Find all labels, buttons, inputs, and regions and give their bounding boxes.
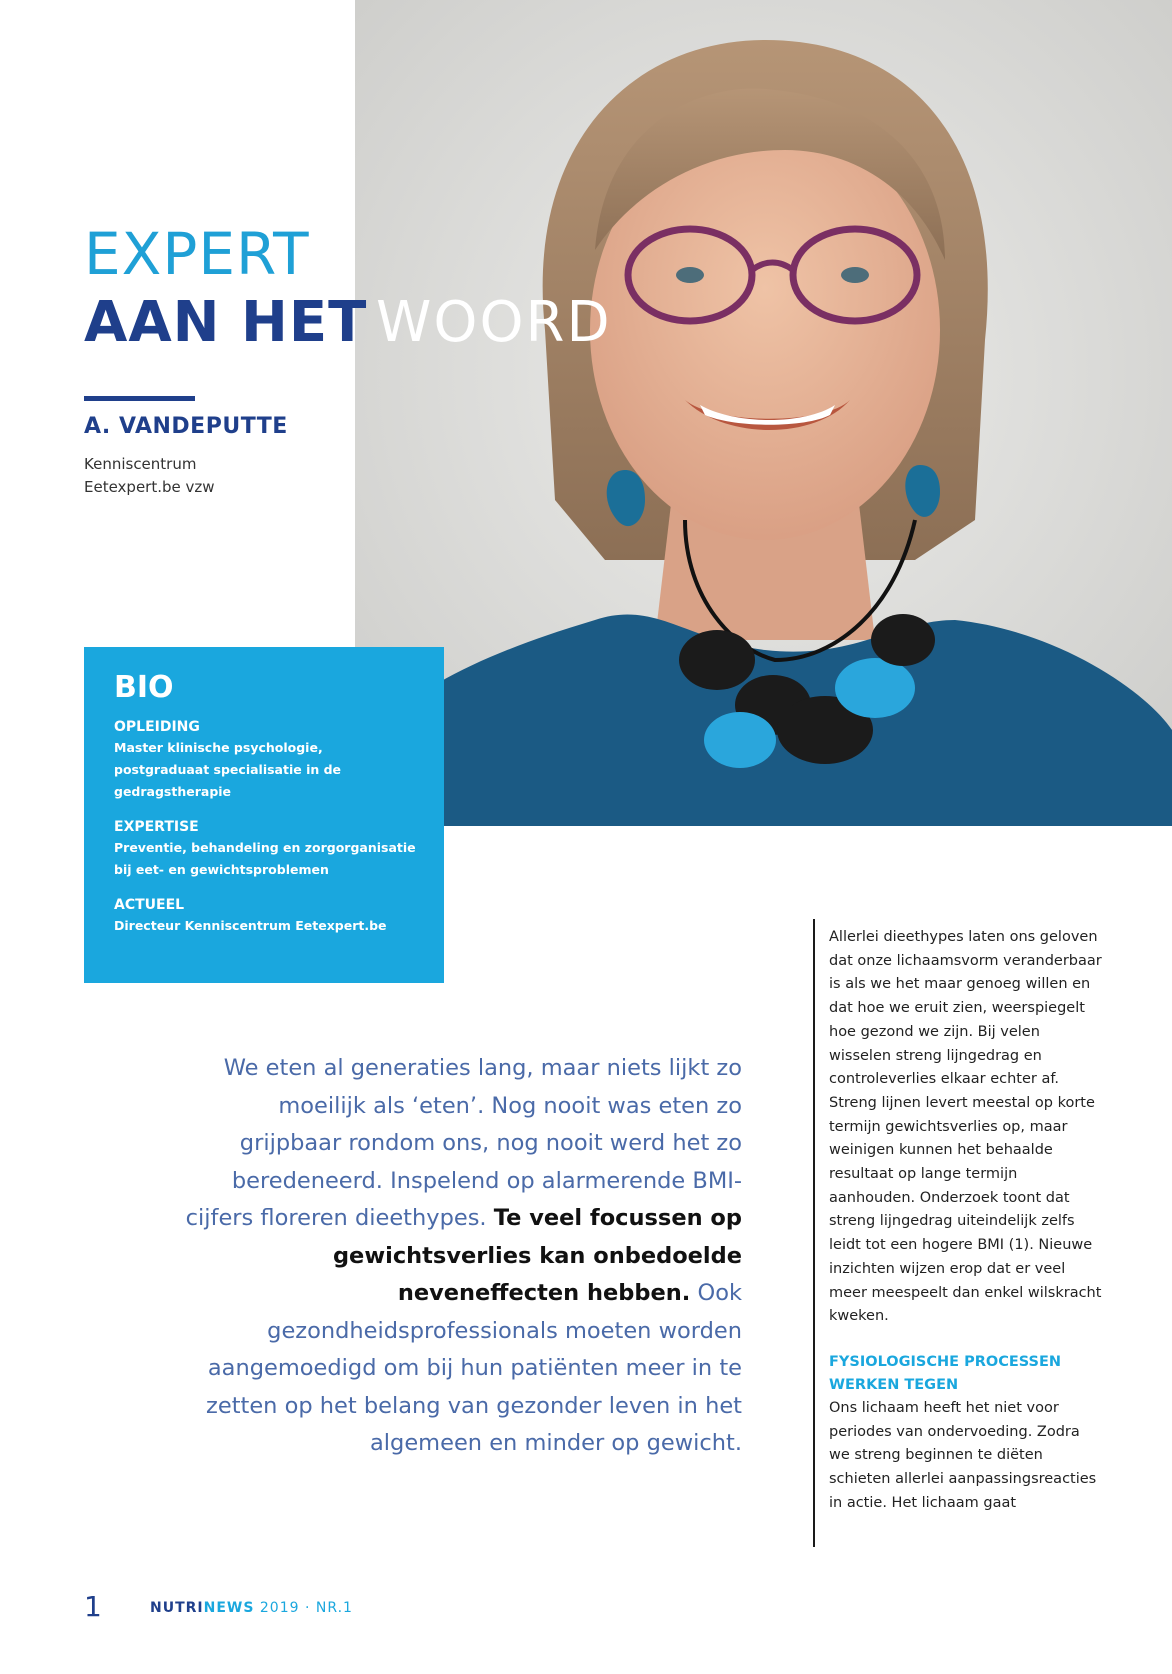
bio-text-expertise: Preventie, behandeling en zorgorganisatie bij eet- en gewichtsproblemen [114, 840, 416, 877]
page-number: 1 [84, 1590, 102, 1623]
bio-title: BIO [114, 670, 174, 705]
footer-issue: 2019 · NR.1 [254, 1600, 353, 1616]
footer-brand-news: NEWS [203, 1600, 255, 1616]
author-org-line-1: Kenniscentrum [84, 455, 197, 473]
footer-brand [150, 1600, 353, 1616]
column-divider [813, 919, 815, 1547]
bio-label-education: OPLEIDING [114, 719, 200, 735]
bio-text-education: Master klinische psychologie, postgraduaat specialisatie in de gedragstherapie [114, 740, 342, 799]
bio-label-current: ACTUEEL [114, 897, 185, 913]
title-woord: WOORD [376, 290, 612, 355]
title-aan-het: AAN HET [84, 290, 368, 355]
portrait-photo [355, 0, 1172, 826]
intro-part-1: We eten al generaties lang, maar niets lijkt zo moeilijk als ‘eten’. Nog nooit was eten zo grijpbaar rondom ons, nog nooit werd het zo beredeneerd. Inspelend op alarmerende BMI-cijfers floreren dieethypes. [185, 1055, 742, 1231]
bio-text-current: Directeur Kenniscentrum Eetexpert.be [114, 918, 387, 933]
body-paragraph-2: Ons lichaam heeft het niet voor periodes van ondervoeding. Zodra we streng beginnen te diëten schieten allerlei aanpassingsreacties in actie. Het lichaam gaat [829, 1399, 1097, 1511]
body-column [829, 926, 1104, 1515]
intro-part-2: Ook gezondheidsprofessionals moeten worden aangemoedigd om bij hun patiënten meer in te zetten op het belang van gezonder leven in het algemeen en minder op gewicht. [206, 1280, 742, 1456]
footer-brand-nutri: NUTRI [150, 1600, 204, 1616]
bio-box [84, 647, 444, 983]
author-org-line-2: Eetexpert.be vzw [84, 478, 215, 496]
author-divider [84, 396, 195, 401]
author-name: A. VANDEPUTTE [84, 414, 288, 439]
title-expert: EXPERT [84, 220, 310, 288]
intro-emphasis: Te veel focussen op gewichtsverlies kan onbedoelde neveneffecten hebben. [332, 1205, 742, 1306]
intro-paragraph [170, 1050, 742, 1463]
body-paragraph-1: Allerlei dieethypes laten ons geloven dat onze lichaamsvorm veranderbaar is als we het maar genoeg willen en dat hoe we eruit zien, weerspiegelt hoe gezond we zijn. Bij velen wisselen streng lijngedrag en controleverlies elkaar echter af. Streng lijnen levert meestal op korte termijn gewichtsverlies op, maar weinigen kunnen het behaalde resultaat op lange termijn aanhouden. Onderzoek toont dat streng lijngedrag uiteindelijk zelfs leidt tot een hogere BMI (1). Nieuwe inzichten wijzen erop dat er veel meer meespeelt dan enkel wilskracht kweken. [829, 929, 1102, 1325]
bio-label-expertise: EXPERTISE [114, 819, 199, 835]
section-heading: FYSIOLOGISCHE PROCESSEN WERKEN TEGEN [829, 1353, 1062, 1393]
author-organization [84, 453, 344, 499]
